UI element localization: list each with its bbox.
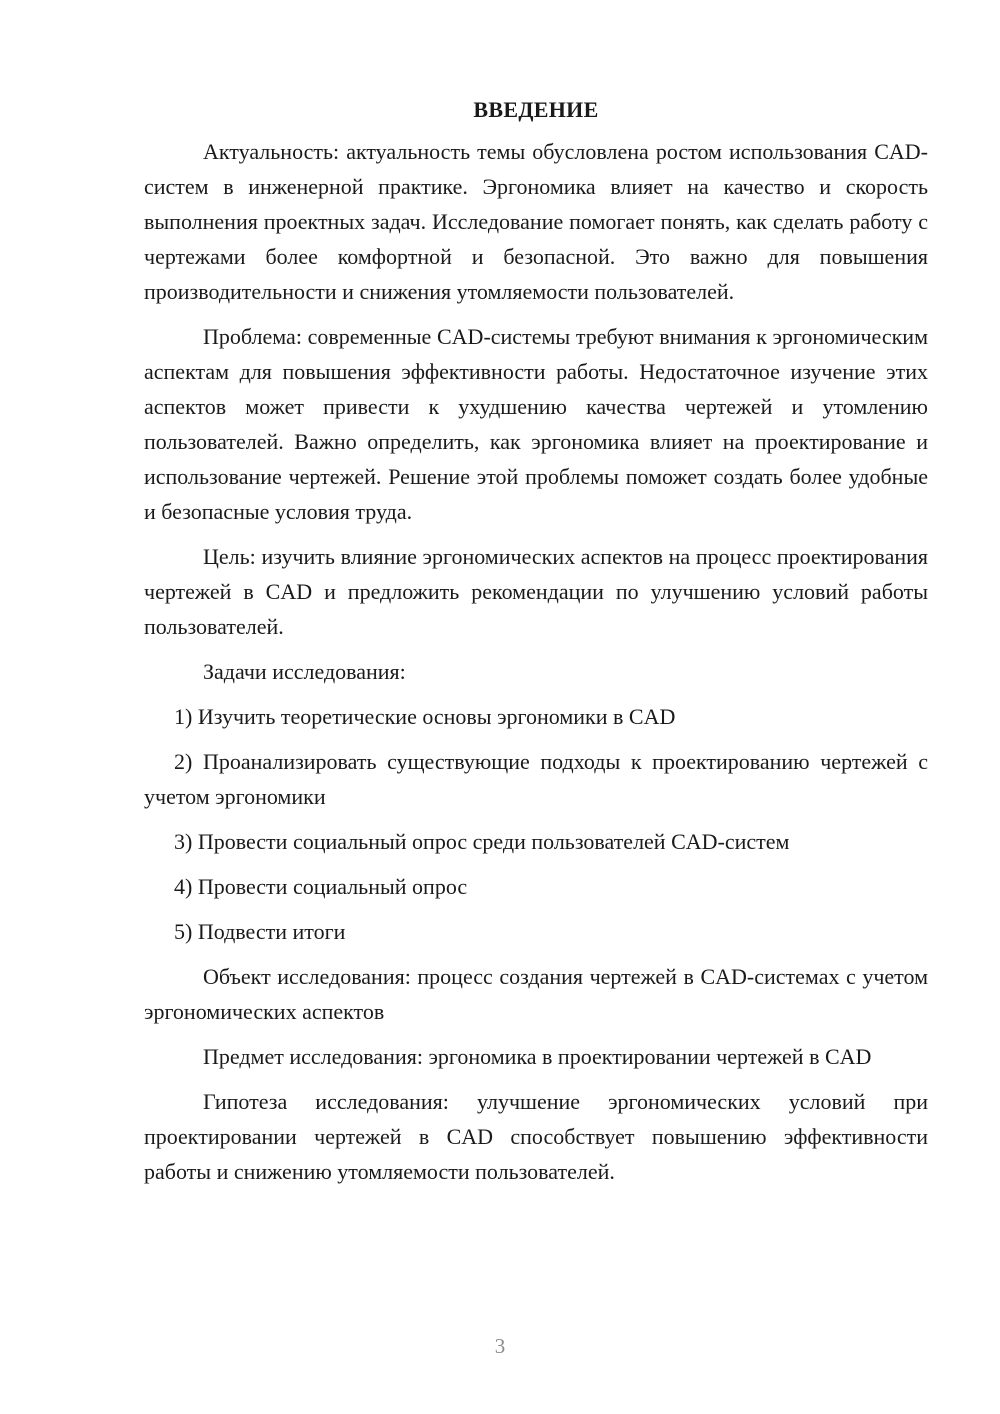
paragraph-problem: Проблема: современные CAD-системы требуют внимания к эргономическим аспектам для повышения эффективности работы. Недостаточное изучение этих аспектов может привести к ухудшению качества чертежей и утомлению пользователей. Важно определить, как эргономика влияет на проектирование и использование чертежей. Решение этой проблемы поможет создать более удобные и безопасные условия труда.	[144, 324, 928, 524]
paragraph-goal: Цель: изучить влияние эргономических аспектов на процесс проектирования чертежей в CAD и предложить рекомендации по улучшению условий работы пользователей.	[144, 544, 928, 639]
task-item-2: 2) Проанализировать существующие подходы к проектированию чертежей с учетом эргономики	[144, 749, 928, 809]
paragraph-hypothesis: Гипотеза исследования: улучшение эргономических условий при проектировании чертежей в CAD способствует повышению эффективности работы и снижению утомляемости пользователей.	[144, 1089, 928, 1184]
tasks-heading: Задачи исследования:	[203, 659, 406, 684]
paragraph-relevance: Актуальность: актуальность темы обусловлена ростом использования CAD-систем в инженерной практике. Эргономика влияет на качество и скорость выполнения проектных задач. Исследование помогает понять, как сделать работу с чертежами более комфортной и безопасной. Это важно для повышения производительности и снижения утомляемости пользователей.	[144, 139, 928, 304]
paragraph-object: Объект исследования: процесс создания чертежей в CAD-системах с учетом эргономических аспектов	[144, 964, 928, 1024]
page-title: ВВЕДЕНИЕ	[473, 97, 599, 122]
task-item-5: 5) Подвести итоги	[174, 919, 346, 944]
paragraph-subject: Предмет исследования: эргономика в проектировании чертежей в CAD	[203, 1044, 872, 1069]
task-item-3: 3) Провести социальный опрос среди пользователей CAD-систем	[174, 829, 790, 854]
task-item-4: 4) Провести социальный опрос	[174, 874, 468, 899]
task-item-1: 1) Изучить теоретические основы эргономики в CAD	[174, 704, 676, 729]
page-number: 3	[494, 1334, 506, 1358]
page-content	[144, 95, 928, 1199]
